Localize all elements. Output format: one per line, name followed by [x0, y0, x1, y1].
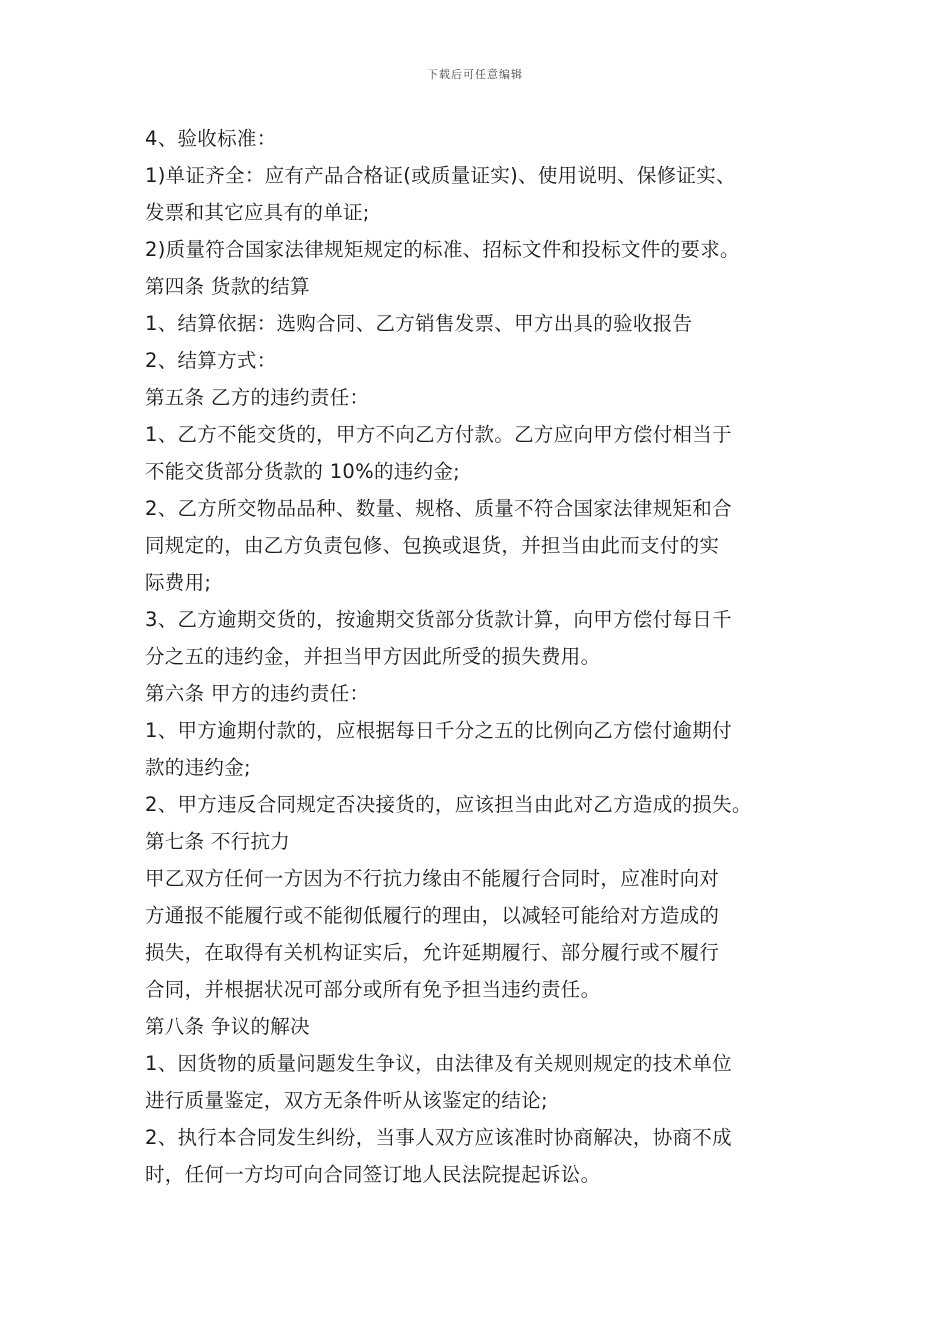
text-line: 1、因货物的质量问题发生争议，由法律及有关规则规定的技术单位	[145, 1052, 732, 1075]
text-line: 发票和其它应具有的单证;	[145, 201, 370, 224]
text-line: 1、甲方逾期付款的，应根据每日千分之五的比例向乙方偿付逾期付	[145, 719, 732, 742]
text-line: 时，任何一方均可向合同签订地人民法院提起诉讼。	[145, 1163, 601, 1186]
section-heading: 第四条 货款的结算	[145, 275, 310, 298]
text-line: 际费用;	[145, 571, 212, 594]
section-heading: 第五条 乙方的违约责任：	[145, 386, 370, 409]
text-line: 不能交货部分货款的 10%的违约金;	[145, 460, 461, 483]
text-line: 2)质量符合国家法律规矩规定的标准、招标文件和投标文件的要求。	[145, 238, 740, 261]
text-line: 损失，在取得有关机构证实后，允许延期履行、部分履行或不履行	[145, 941, 720, 964]
text-line: 2、执行本合同发生纠纷，当事人双方应该准时协商解决，协商不成	[145, 1126, 732, 1149]
text-line: 2、乙方所交物品品种、数量、规格、质量不符合国家法律规矩和合	[145, 497, 732, 520]
text-line: 2、甲方违反合同规定否决接货的，应该担当由此对乙方造成的损失。	[145, 793, 752, 816]
section-heading: 第六条 甲方的违约责任：	[145, 682, 370, 705]
text-line: 进行质量鉴定，双方无条件听从该鉴定的结论;	[145, 1089, 548, 1112]
section-heading: 第八条 争议的解决	[145, 1015, 310, 1038]
text-line: 1、结算依据：选购合同、乙方销售发票、甲方出具的验收报告	[145, 312, 693, 335]
section-heading: 第七条 不行抗力	[145, 830, 291, 853]
text-line: 3、乙方逾期交货的，按逾期交货部分货款计算，向甲方偿付每日千	[145, 608, 732, 631]
text-line: 甲乙双方任何一方因为不行抗力缘由不能履行合同时，应准时向对	[145, 867, 720, 890]
text-line: 2、结算方式：	[145, 349, 277, 372]
text-line: 分之五的违约金，并担当甲方因此所受的损失费用。	[145, 645, 601, 668]
header-note: 下载后可任意编辑	[427, 68, 523, 81]
text-line: 合同，并根据状况可部分或所有免予担当违约责任。	[145, 978, 601, 1001]
text-line: 4、验收标准：	[145, 127, 277, 150]
text-line: 同规定的，由乙方负责包修、包换或退货，并担当由此而支付的实	[145, 534, 720, 557]
text-line: 1、乙方不能交货的，甲方不向乙方付款。乙方应向甲方偿付相当于	[145, 423, 732, 446]
document-body	[145, 120, 825, 1193]
text-line: 方通报不能履行或不能彻低履行的理由，以减轻可能给对方造成的	[145, 904, 720, 927]
text-line: 1)单证齐全：应有产品合格证(或质量证实)、使用说明、保修证实、	[145, 164, 736, 187]
text-line: 款的违约金;	[145, 756, 251, 779]
